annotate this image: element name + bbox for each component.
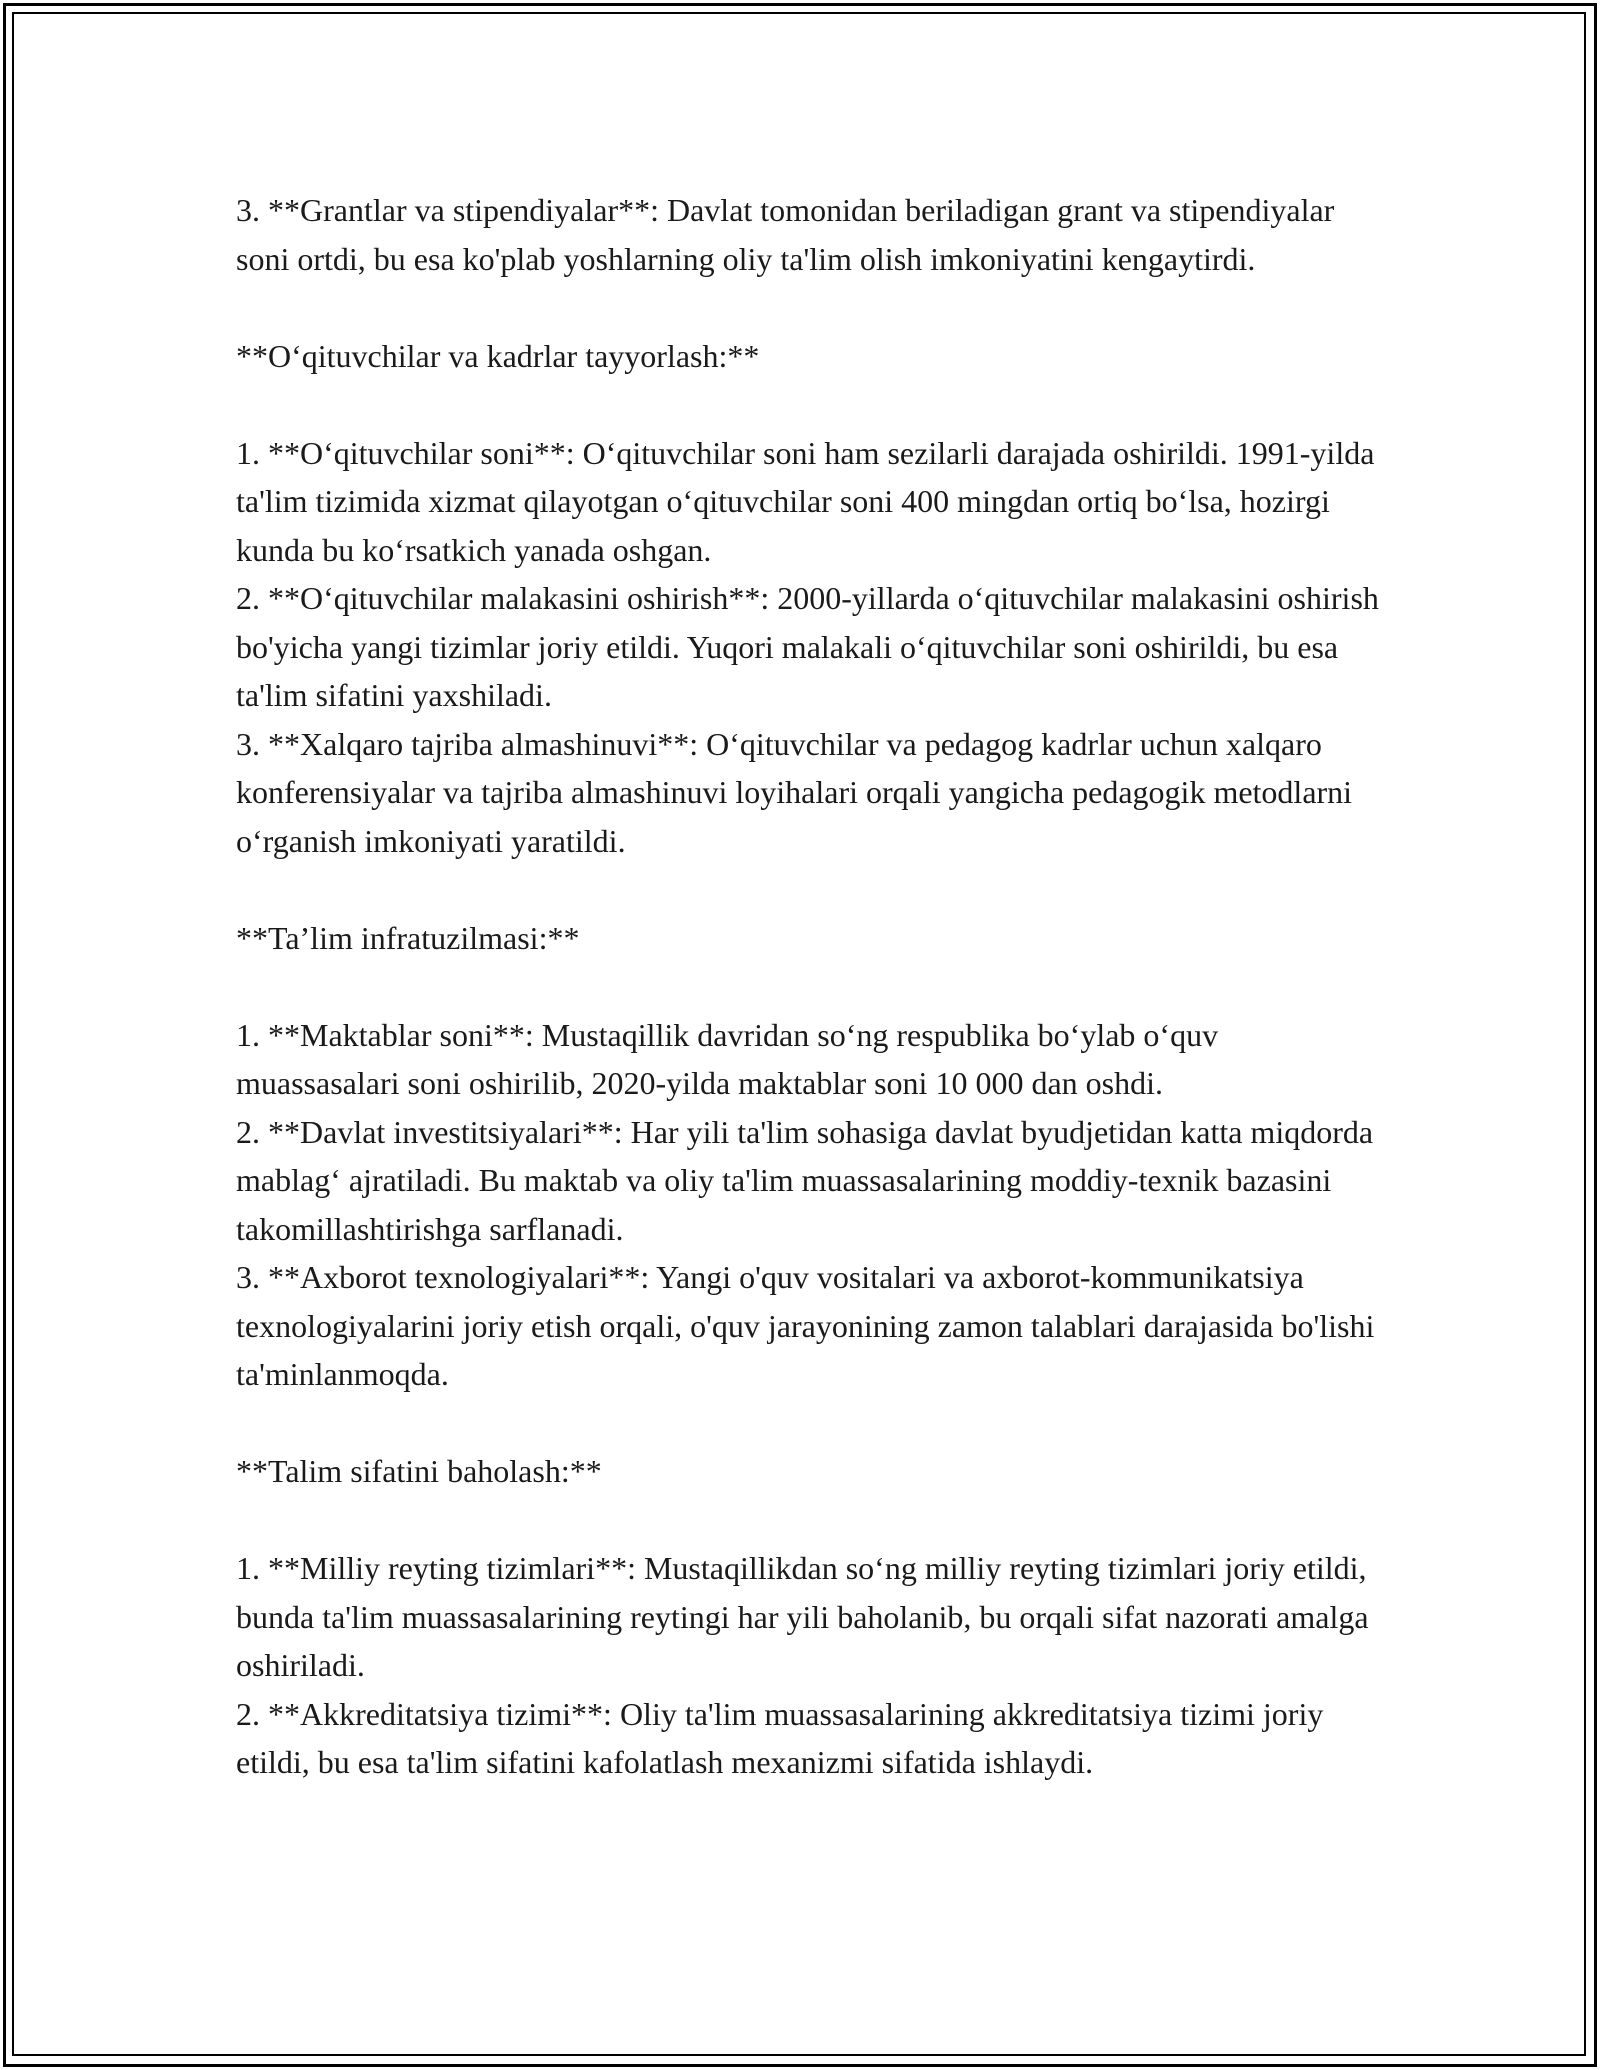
document-body (236, 186, 1386, 1787)
blank-line (236, 1496, 1386, 1545)
blank-line (236, 962, 1386, 1011)
list-item-grants: 3. **Grantlar va stipendiyalar**: Davlat tomonidan beriladigan grant va stipendiyalar soni ortdi, bu esa ko'plab yoshlarning oliy ta'lim olish imkoniyatini kengaytirdi. (236, 192, 1335, 277)
list-item-national-rating: 1. **Milliy reyting tizimlari**: Mustaqillikdan so‘ng milliy reyting tizimlari joriy etildi, bunda ta'lim muassasalarining reytingi har yili baholanib, bu orqali sifat nazorati amalga oshiriladi. (236, 1550, 1369, 1683)
section-heading-infrastructure: **Ta’lim infratuzilmasi:** (236, 919, 580, 956)
section-heading-teachers: **O‘qituvchilar va kadrlar tayyorlash:** (236, 337, 760, 374)
blank-line (236, 283, 1386, 332)
list-item-teacher-count: 1. **O‘qituvchilar soni**: O‘qituvchilar soni ham sezilarli darajada oshirildi. 1991-yilda ta'lim tizimida xizmat qilayotgan o‘qituvchilar soni 400 mingdan ortiq bo‘lsa, hozirgi kunda bu ko‘rsatkich yanada oshgan. (236, 434, 1375, 568)
list-item-school-count: 1. **Maktablar soni**: Mustaqillik davridan so‘ng respublika bo‘ylab o‘quv muassasalari soni oshirilib, 2020-yilda maktablar soni 10 000 dan oshdi. (236, 1016, 1219, 1101)
list-item-state-investment: 2. **Davlat investitsiyalari**: Har yili ta'lim sohasiga davlat byudjetidan katta miqdorda mablag‘ ajratiladi. Bu maktab va oliy ta'lim muassasalarining moddiy-texnik bazasini takomillashtirishga sarflanadi. (236, 1113, 1374, 1247)
blank-line (236, 1399, 1386, 1448)
section-heading-quality-assessment: **Talim sifatini baholash:** (236, 1453, 602, 1489)
list-item-accreditation: 2. **Akkreditatsiya tizimi**: Oliy ta'lim muassasalarining akkreditatsiya tizimi joriy etildi, bu esa ta'lim sifatini kafolatlash mexanizmi sifatida ishlaydi. (236, 1695, 1324, 1780)
blank-line (236, 380, 1386, 429)
list-item-teacher-qualification: 2. **O‘qituvchilar malakasini oshirish**: 2000-yillarda o‘qituvchilar malakasini oshirish bo'yicha yangi tizimlar joriy etildi. Yuqori malakali o‘qituvchilar soni oshirildi, bu esa ta'lim sifatini yaxshiladi. (236, 580, 1379, 713)
blank-line (236, 865, 1386, 914)
list-item-international-exchange: 3. **Xalqaro tajriba almashinuvi**: O‘qituvchilar va pedagog kadrlar uchun xalqaro konferensiyalar va tajriba almashinuvi loyihalari orqali yangicha pedagogik metodlarni o‘rganish imkoniyati yaratildi. (236, 725, 1353, 859)
list-item-information-technology: 3. **Axborot texnologiyalari**: Yangi o'quv vositalari va axborot-kommunikatsiya texnologiyalarini joriy etish orqali, o'quv jarayonining zamon talablari darajasida bo'lishi ta'minlanmoqda. (236, 1259, 1375, 1392)
